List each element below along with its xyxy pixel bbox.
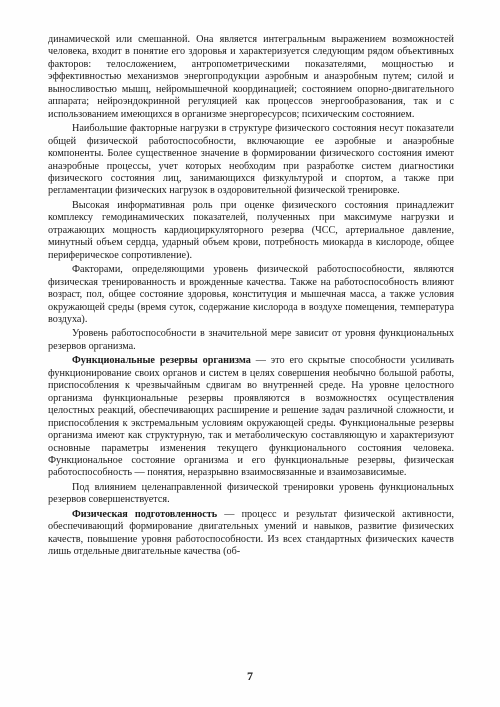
paragraph-text: Наибольшие факторные нагрузки в структуре физического состояния несут показатели общей физической работоспособности, включающие ее аэробные и анаэробные компоненты. Более существенное значение в формировании физического состояния имеют анаэробные процессы, учет которых необходим при разработке систем диагностики физического состояния лиц, занимающихся физкультурой и спортом, а также при регламентации физических нагрузок в оздоровительной физической тренировке.	[48, 123, 454, 197]
paragraph	[48, 509, 454, 559]
paragraph-text: Факторами, определяющими уровень физической работоспособности, являются физическая тренированность и врожденные качества. Также на работоспособность влияют возраст, пол, общее состояние здоровья, конституция и мышечная масса, а также условия окружающей среды (время суток, содержание кислорода в воздухе помещения, температура воздуха).	[48, 264, 454, 325]
paragraph	[48, 355, 454, 480]
paragraph	[48, 34, 454, 121]
body-text	[48, 34, 454, 561]
paragraph-text: — процесс и результат физической активности, обеспечивающий формирование двигательных умений и навыков, развитие физических качеств, повышение уровня работоспособности. Из всех стандартных физических качеств лишь отдельные двигательные качества (об-	[48, 508, 454, 558]
paragraph	[48, 328, 454, 353]
term-bold: Функциональные резервы организма	[72, 355, 251, 367]
paragraph	[48, 482, 454, 507]
paragraph-text: динамической или смешанной. Она является интегральным выражением возможностей человека, входит в понятие его здоровья и характеризуется следующим рядом объективных факторов: телосложением, антропометрическими показателями, мощностью и эффективностью механизмов энергопродукции аэробным и анаэробным путем; силой и выносливостью мышц, нейромышечной координацией; состоянием опорно-двигательного аппарата; нейроэндокринной регуляцией как процессов энергообразования, так и с использованием имеющихся в организме энергоресурсов; психическим состоянием.	[48, 34, 454, 120]
paragraph-text: Уровень работоспособности в значительной мере зависит от уровня функциональных резервов организма.	[48, 328, 454, 352]
paragraph	[48, 264, 454, 326]
paragraph	[48, 123, 454, 198]
paragraph-text: — это его скрытые способности усиливать функционирование своих органов и систем в целях совершения необычно большой работы, приспособления к чрезвычайным сдвигам во внутренней среде. На уровне целостного организма функциональные резервы проявляются в возможностях осуществления целостных реакций, обеспечивающих расширение и решение задач различной сложности, и приспособления к экстремальным условиям окружающей среды. Функциональные резервы организма имеют как структурную, так и метаболическую составляющую и характеризуют основные параметры изменения текущего функционального состояния человека. Функциональное состояние организма и его функциональные резервы, физическая работоспособность — понятия, неразрывно взаимосвязанные и взаимозависимые.	[48, 355, 454, 479]
paragraph-text: Под влиянием целенаправленной физической тренировки уровень функциональных резервов совершенствуется.	[48, 481, 454, 506]
paragraph-text: Высокая информативная роль при оценке физического состояния принадлежит комплексу гемодинамических показателей, полученных при максимуме нагрузки и отражающих мощность кардиоциркуляторного резерва (ЧСС, артериальное давление, минутный объем сердца, ударный объем крови, потребность миокарда в кислороде, общее периферическое сопротивление).	[48, 199, 454, 261]
paragraph	[48, 200, 454, 262]
page-number: 7	[247, 669, 253, 683]
term-bold: Физическая подготовленность	[72, 508, 218, 520]
